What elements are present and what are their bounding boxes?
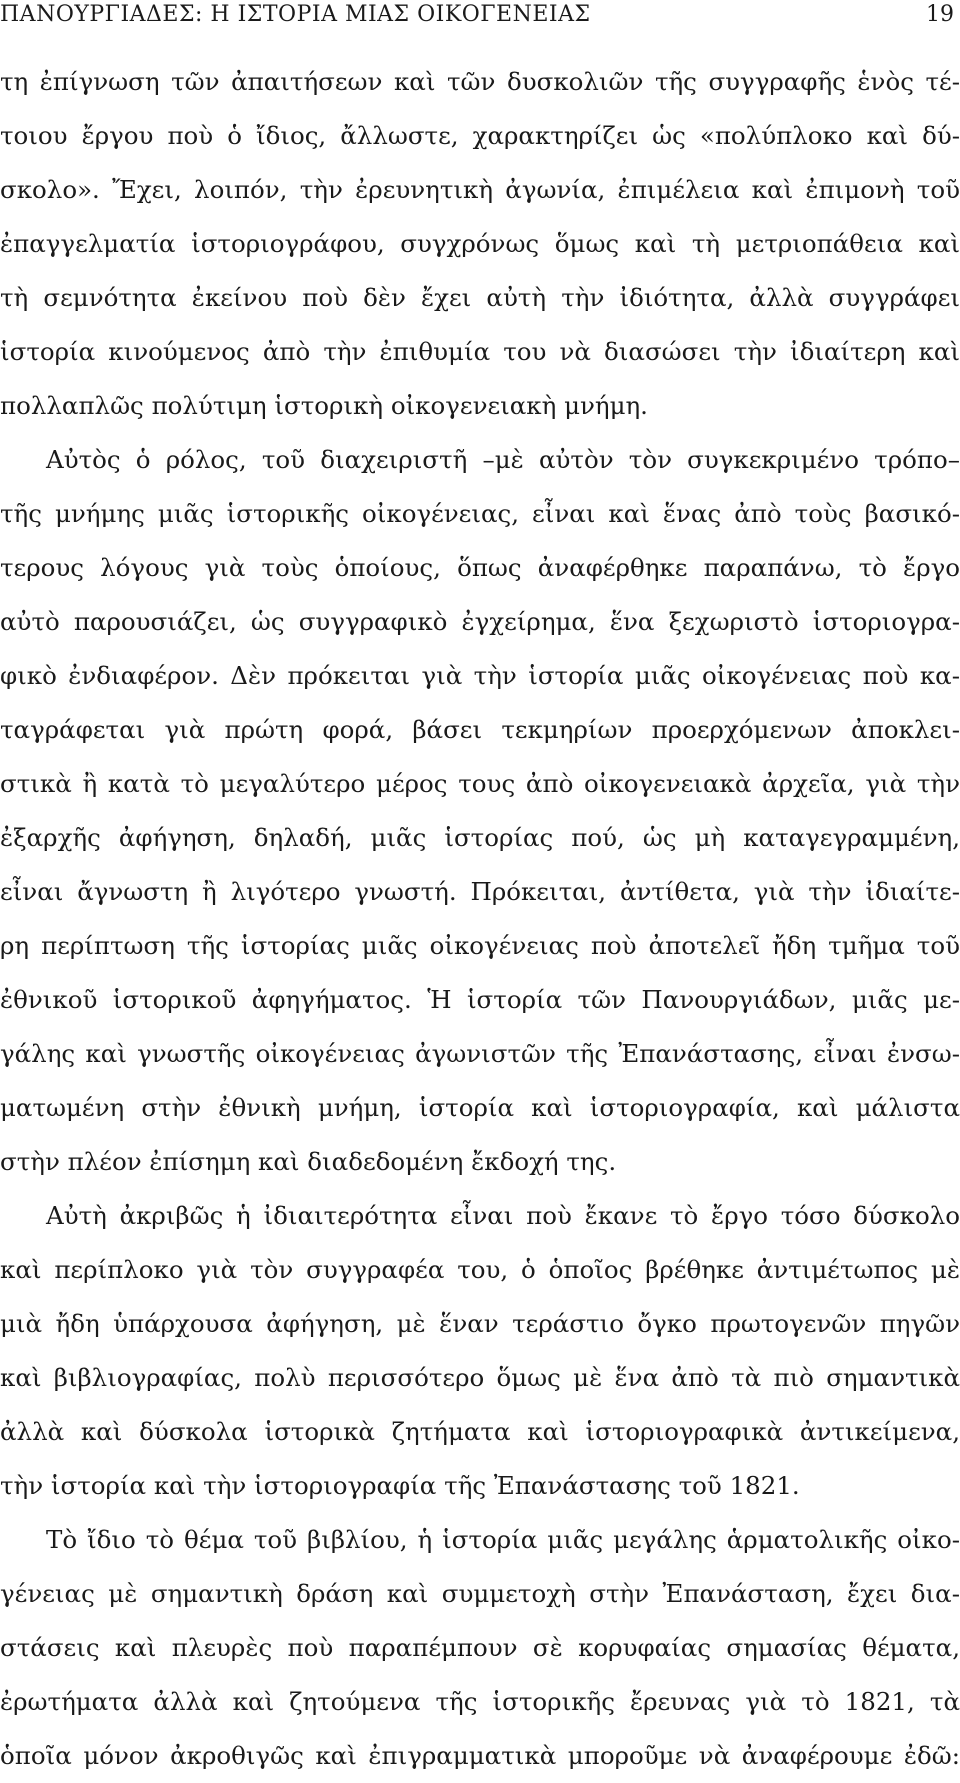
text-line: καὶ περίπλοκο γιὰ τὸν συγγραφέα του, ὁ ὁποῖος βρέθηκε ἀντιμέτωπος μὲ (0, 1255, 960, 1284)
page-number: 19 (926, 2, 954, 27)
text-line: καὶ βιβλιογραφίας, πολὺ περισσότερο ὅμως μὲ ἕνα ἀπὸ τὰ πιὸ σημαντικὰ (0, 1363, 960, 1392)
text-line: τοιου ἔργου ποὺ ὁ ἴδιος, ἄλλωστε, χαρακτηρίζει ὡς «πολύπλοκο καὶ δύ- (0, 121, 960, 150)
text-line: ἐθνικοῦ ἱστορικοῦ ἀφηγήματος. Ἡ ἱστορία τῶν Πανουργιάδων, μιᾶς με- (0, 985, 960, 1014)
text-line: σκολο». Ἔχει, λοιπόν, τὴν ἐρευνητικὴ ἀγωνία, ἐπιμέλεια καὶ ἐπιμονὴ τοῦ (0, 175, 960, 204)
text-line: γένειας μὲ σημαντικὴ δράση καὶ συμμετοχὴ στὴν Ἐπανάσταση, ἔχει δια- (0, 1579, 960, 1608)
text-line: τῆς μνήμης μιᾶς ἱστορικῆς οἰκογένειας, εἶναι καὶ ἕνας ἀπὸ τοὺς βασικό- (0, 499, 960, 528)
text-line: εἶναι ἄγνωστη ἢ λιγότερο γνωστή. Πρόκειται, ἀντίθετα, γιὰ τὴν ἰδιαίτε- (0, 877, 960, 906)
text-line: στικὰ ἢ κατὰ τὸ μεγαλύτερο μέρος τους ἀπὸ οἰκογενειακὰ ἀρχεῖα, γιὰ τὴν (0, 769, 960, 798)
text-line: ἐρωτήματα ἀλλὰ καὶ ζητούμενα τῆς ἱστορικῆς ἔρευνας γιὰ τὸ 1821, τὰ (0, 1687, 960, 1716)
paragraph-end-line: στὴν πλέον ἐπίσημη καὶ διαδεδομένη ἔκδοχή της. (0, 1147, 617, 1176)
text-line: γάλης καὶ γνωστῆς οἰκογένειας ἀγωνιστῶν τῆς Ἐπανάστασης, εἶναι ἐνσω- (0, 1039, 960, 1068)
text-line: ὁποῖα μόνον ἀκροθιγῶς καὶ ἐπιγραμματικὰ μποροῦμε νὰ ἀναφέρουμε ἐδῶ: (0, 1741, 960, 1770)
text-line: ρη περίπτωση τῆς ἱστορίας μιᾶς οἰκογένειας ποὺ ἀποτελεῖ ἤδη τμῆμα τοῦ (0, 931, 960, 960)
text-line: στάσεις καὶ πλευρὲς ποὺ παραπέμπουν σὲ κορυφαίας σημασίας θέματα, (0, 1633, 960, 1662)
text-line: ἐπαγγελματία ἱστοριογράφου, συγχρόνως ὅμως καὶ τὴ μετριοπάθεια καὶ (0, 229, 960, 258)
text-line: ἀλλὰ καὶ δύσκολα ἱστορικὰ ζητήματα καὶ ἱστοριογραφικὰ ἀντικείμενα, (0, 1417, 960, 1446)
running-head-title: ΠΑΝΟΥΡΓΙΑΔΕΣ: Η ΙΣΤΟΡΙΑ ΜΙΑΣ ΟΙΚΟΓΕΝΕΙΑΣ (0, 2, 591, 27)
text-line: τη ἐπίγνωση τῶν ἀπαιτήσεων καὶ τῶν δυσκολιῶν τῆς συγγραφῆς ἑνὸς τέ- (0, 67, 960, 96)
paragraph-end-line: πολλαπλῶς πολύτιμη ἱστορικὴ οἰκογενειακὴ μνήμη. (0, 391, 648, 420)
text-line: τὴ σεμνότητα ἐκείνου ποὺ δὲν ἔχει αὐτὴ τὴν ἰδιότητα, ἀλλὰ συγγράφει (0, 283, 960, 312)
paragraph-start-line: Αὐτὴ ἀκριβῶς ἡ ἰδιαιτερότητα εἶναι ποὺ ἔκανε τὸ ἔργο τόσο δύσκολο (46, 1201, 960, 1230)
text-line: φικὸ ἐνδιαφέρον. Δὲν πρόκειται γιὰ τὴν ἱστορία μιᾶς οἰκογένειας ποὺ κα- (0, 661, 960, 690)
text-line: ματωμένη στὴν ἐθνικὴ μνήμη, ἱστορία καὶ ἱστοριογραφία, καὶ μάλιστα (0, 1093, 960, 1122)
body-text (0, 55, 960, 1783)
text-line: ἐξαρχῆς ἀφήγηση, δηλαδή, μιᾶς ἱστορίας πού, ὡς μὴ καταγεγραμμένη, (0, 823, 960, 852)
text-line: αὐτὸ παρουσιάζει, ὡς συγγραφικὸ ἐγχείρημα, ἕνα ξεχωριστὸ ἱστοριογρα- (0, 607, 960, 636)
text-line: ταγράφεται γιὰ πρώτη φορά, βάσει τεκμηρίων προερχόμενων ἀποκλει- (0, 715, 960, 744)
paragraph-start-line: Τὸ ἴδιο τὸ θέμα τοῦ βιβλίου, ἡ ἱστορία μιᾶς μεγάλης ἁρματολικῆς οἰκο- (46, 1525, 960, 1554)
paragraph-start-line: Αὐτὸς ὁ ρόλος, τοῦ διαχειριστῆ –μὲ αὐτὸν τὸν συγκεκριμένο τρόπο– (46, 445, 960, 474)
text-line: ἱστορία κινούμενος ἀπὸ τὴν ἐπιθυμία του νὰ διασώσει τὴν ἰδιαίτερη καὶ (0, 337, 960, 366)
text-line: τερους λόγους γιὰ τοὺς ὁποίους, ὅπως ἀναφέρθηκε παραπάνω, τὸ ἔργο (0, 553, 960, 582)
paragraph-end-line: τὴν ἱστορία καὶ τὴν ἱστοριογραφία τῆς Ἐπανάστασης τοῦ 1821. (0, 1471, 800, 1500)
running-header (0, 0, 960, 40)
text-line: μιὰ ἤδη ὑπάρχουσα ἀφήγηση, μὲ ἕναν τεράστιο ὄγκο πρωτογενῶν πηγῶν (0, 1309, 960, 1338)
